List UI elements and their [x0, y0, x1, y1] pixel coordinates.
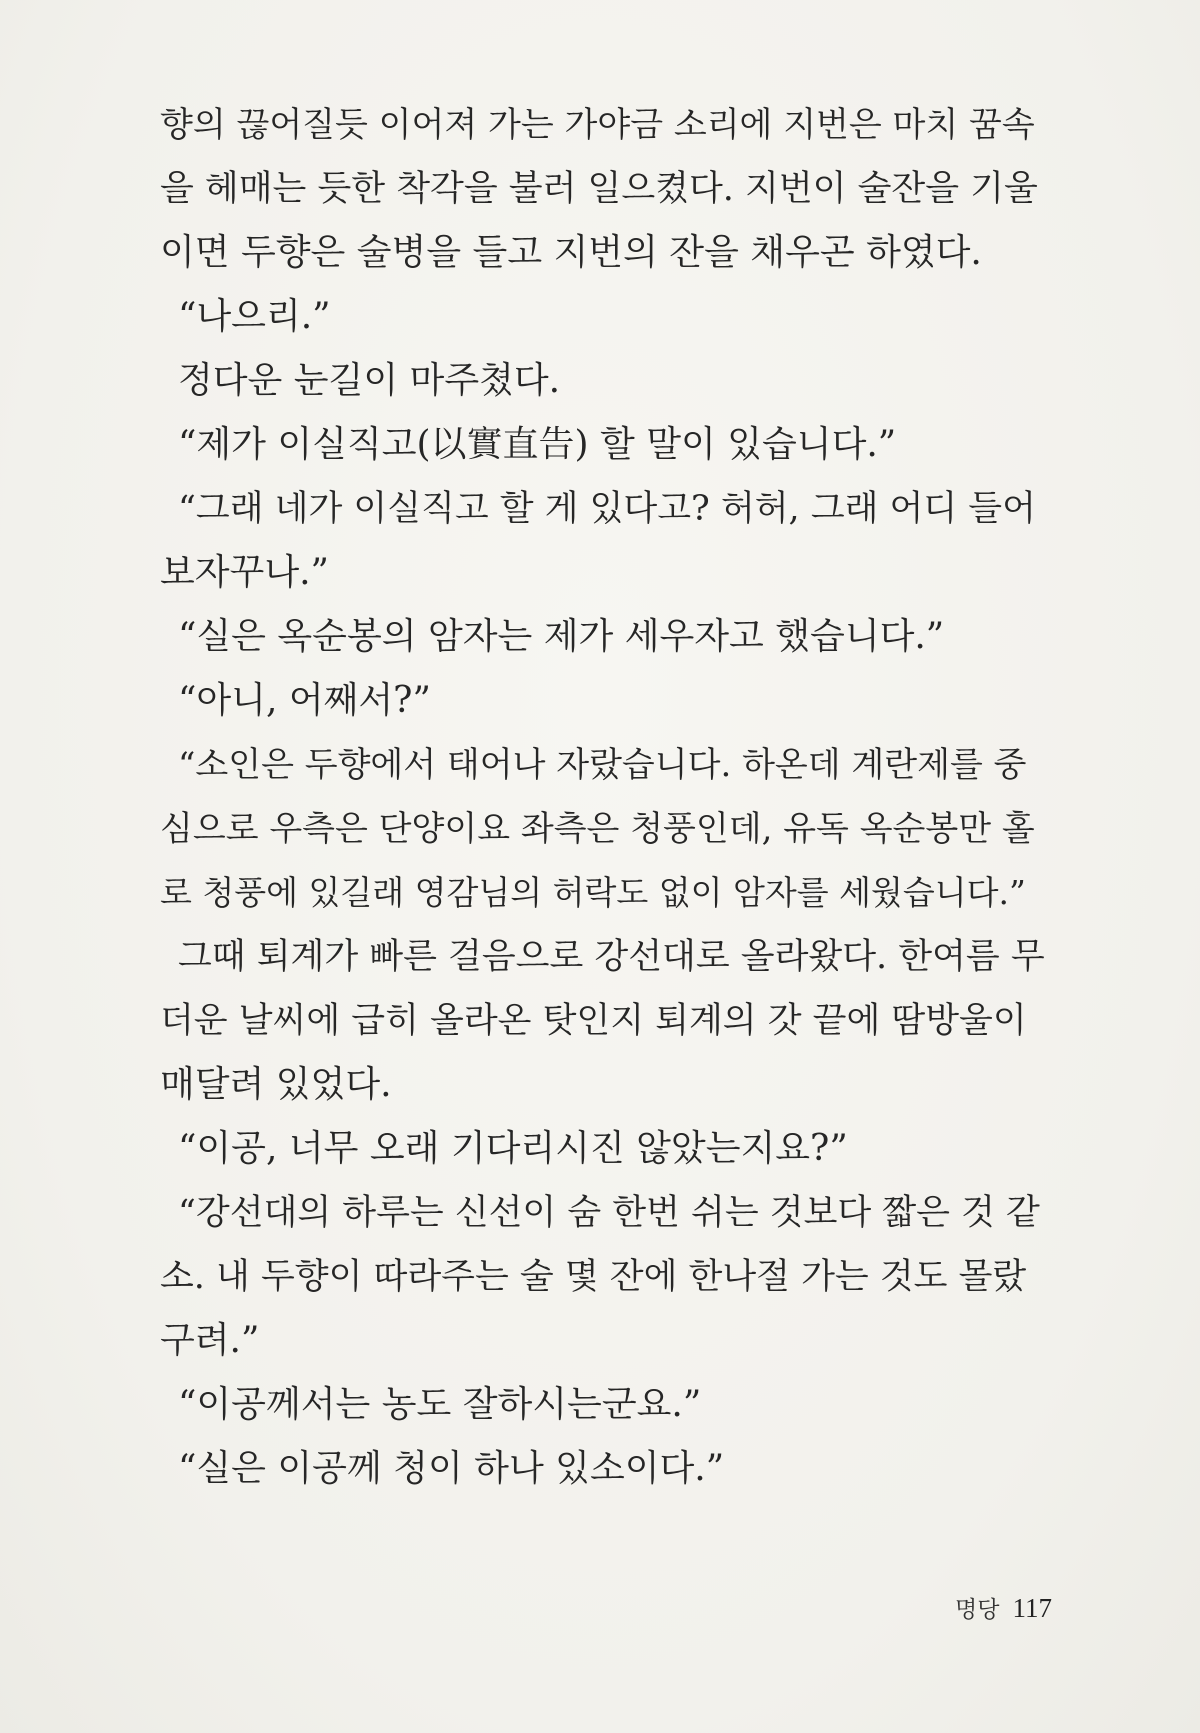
text-line: 그때 퇴계가 빠른 걸음으로 강선대로 올라왔다. 한여름 무: [178, 937, 1045, 977]
text-line: “나으리.”: [178, 296, 331, 337]
text-line: “강선대의 하루는 신선이 숨 한번 쉬는 것보다 짧은 것 같: [178, 1193, 1040, 1233]
text-line: 로 청풍에 있길래 영감님의 허락도 없이 암자를 세웠습니다.”: [160, 873, 1026, 912]
text-line: 정다운 눈길이 마주쳤다.: [178, 360, 561, 401]
text-line: “실은 옥순봉의 암자는 제가 세우자고 했습니다.”: [178, 616, 945, 657]
text-line: “이공, 너무 오래 기다리시진 않았는지요?”: [178, 1128, 848, 1169]
text-line: 보자꾸나.”: [160, 552, 329, 593]
text-line: 매달려 있었다.: [160, 1064, 392, 1105]
text-line: 심으로 우측은 단양이요 좌측은 청풍인데, 유독 옥순봉만 홀: [160, 809, 1035, 849]
text-line: 구려.”: [160, 1320, 260, 1361]
text-line: 을 헤매는 듯한 착각을 불러 일으켰다. 지번이 술잔을 기울: [160, 169, 1038, 209]
text-line: 더운 날씨에 급히 올라온 탓인지 퇴계의 갓 끝에 땀방울이: [160, 1001, 1027, 1041]
text-line: “실은 이공께 청이 하나 있소이다.”: [178, 1448, 725, 1489]
running-title: 명당: [955, 1597, 1000, 1623]
text-line: “소인은 두향에서 태어나 자랐습니다. 하온데 계란제를 중: [178, 745, 1027, 785]
text-line: 이면 두향은 술병을 들고 지번의 잔을 채우곤 하였다.: [160, 232, 982, 273]
text-line: “그래 네가 이실직고 할 게 있다고? 허허, 그래 어디 들어: [178, 489, 1036, 529]
page-footer: [955, 1588, 1052, 1628]
text-line: 소. 내 두향이 따라주는 술 몇 잔에 한나절 가는 것도 몰랐: [160, 1257, 1027, 1297]
page-number: 117: [1012, 1593, 1053, 1623]
text-line: “제가 이실직고(以實直告) 할 말이 있습니다.”: [178, 424, 897, 465]
text-line: 향의 끊어질듯 이어져 가는 가야금 소리에 지번은 마치 꿈속: [160, 105, 1035, 145]
text-line: “아니, 어째서?”: [178, 680, 431, 721]
text-line: “이공께서는 농도 잘하시는군요.”: [178, 1384, 702, 1425]
